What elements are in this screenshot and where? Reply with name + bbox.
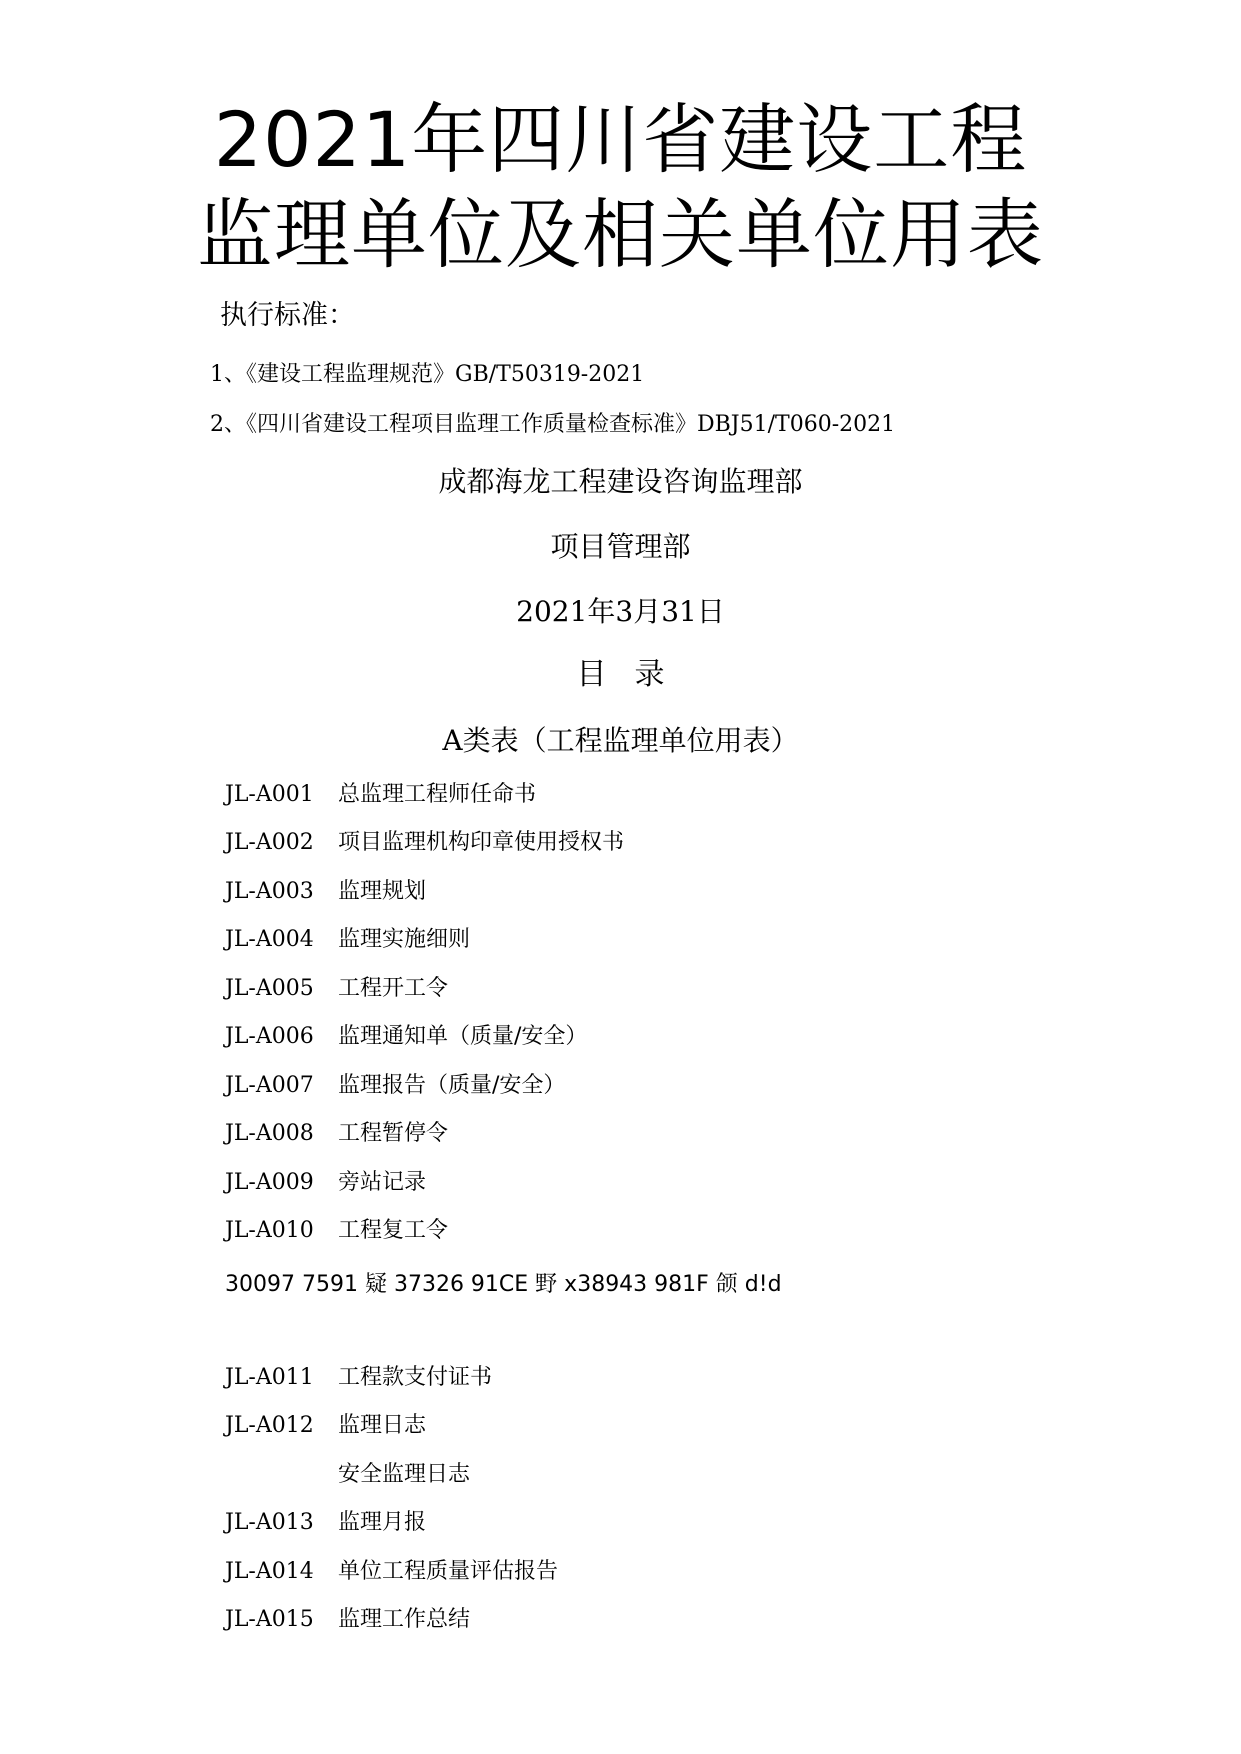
toc-item-name: 总监理工程师任命书 — [338, 782, 537, 807]
toc-item-code: JL-A012 — [225, 1413, 314, 1438]
garbled-text-line: 30097 7591 疑 37326 91CE 野 x38943 981F 颌 d!d — [225, 1272, 782, 1297]
toc-item — [225, 923, 470, 957]
document-title-line-2: 监理单位及相关单位用表 — [197, 190, 1044, 279]
standard-item-2: 2、《四川省建设工程项目监理工作质量检查标准》DBJ51/T060-2021 — [210, 412, 896, 437]
toc-item-name: 项目监理机构印章使用授权书 — [338, 830, 625, 855]
department-name: 项目管理部 — [550, 530, 691, 563]
toc-item — [225, 778, 536, 812]
toc-item-name: 单位工程质量评估报告 — [338, 1559, 559, 1584]
toc-item — [225, 1166, 426, 1200]
organization-name: 成都海龙工程建设咨询监理部 — [438, 465, 803, 498]
toc-item — [225, 1603, 470, 1637]
toc-item — [225, 1409, 426, 1443]
toc-item-name: 安全监理日志 — [338, 1462, 471, 1487]
toc-item-code: JL-A002 — [225, 830, 314, 855]
toc-item-name: 监理工作总结 — [338, 1607, 471, 1632]
toc-item-code: JL-A006 — [225, 1024, 314, 1049]
standards-heading: 执行标准： — [220, 300, 355, 331]
toc-item-code: JL-A001 — [225, 782, 314, 807]
toc-item-code: JL-A007 — [225, 1073, 314, 1098]
toc-item-name: 监理月报 — [338, 1510, 427, 1535]
toc-item — [225, 1458, 470, 1492]
toc-item — [225, 1069, 565, 1103]
toc-item — [225, 972, 448, 1006]
toc-item-code: JL-A005 — [225, 976, 314, 1001]
toc-item-name: 监理实施细则 — [338, 927, 471, 952]
toc-item — [225, 1117, 448, 1151]
toc-item — [225, 1555, 558, 1589]
document-date: 2021年3月31日 — [516, 595, 725, 628]
toc-item — [225, 1214, 448, 1248]
toc-item-name: 工程开工令 — [338, 976, 449, 1001]
standard-item-1: 1、《建设工程监理规范》GB/T50319-2021 — [210, 362, 645, 387]
toc-item-code: JL-A004 — [225, 927, 314, 952]
toc-item-name: 监理规划 — [338, 879, 427, 904]
toc-section-heading: A类表（工程监理单位用表） — [442, 724, 799, 757]
toc-item-code: JL-A008 — [225, 1121, 314, 1146]
toc-item-name: 监理日志 — [338, 1413, 427, 1438]
toc-item — [225, 1020, 587, 1054]
toc-item — [225, 1506, 426, 1540]
toc-item-name: 监理报告（质量/安全） — [338, 1073, 566, 1098]
toc-item-name: 工程复工令 — [338, 1218, 449, 1243]
toc-item-name: 监理通知单（质量/安全） — [338, 1024, 588, 1049]
toc-item-code: JL-A011 — [225, 1365, 314, 1390]
toc-title: 目录 — [576, 657, 693, 692]
toc-item-code: JL-A009 — [225, 1170, 314, 1195]
toc-item-code: JL-A010 — [225, 1218, 314, 1243]
toc-item-name: 工程款支付证书 — [338, 1365, 493, 1390]
document-title-line-1: 2021年四川省建设工程 — [213, 95, 1028, 184]
toc-item — [225, 1361, 492, 1395]
toc-item-code: JL-A014 — [225, 1559, 314, 1584]
toc-item — [225, 826, 624, 860]
toc-item-name: 工程暂停令 — [338, 1121, 449, 1146]
toc-item-name: 旁站记录 — [338, 1170, 427, 1195]
toc-item-code: JL-A013 — [225, 1510, 314, 1535]
toc-item — [225, 875, 426, 909]
toc-item-code: JL-A015 — [225, 1607, 314, 1632]
toc-item-code: JL-A003 — [225, 879, 314, 904]
